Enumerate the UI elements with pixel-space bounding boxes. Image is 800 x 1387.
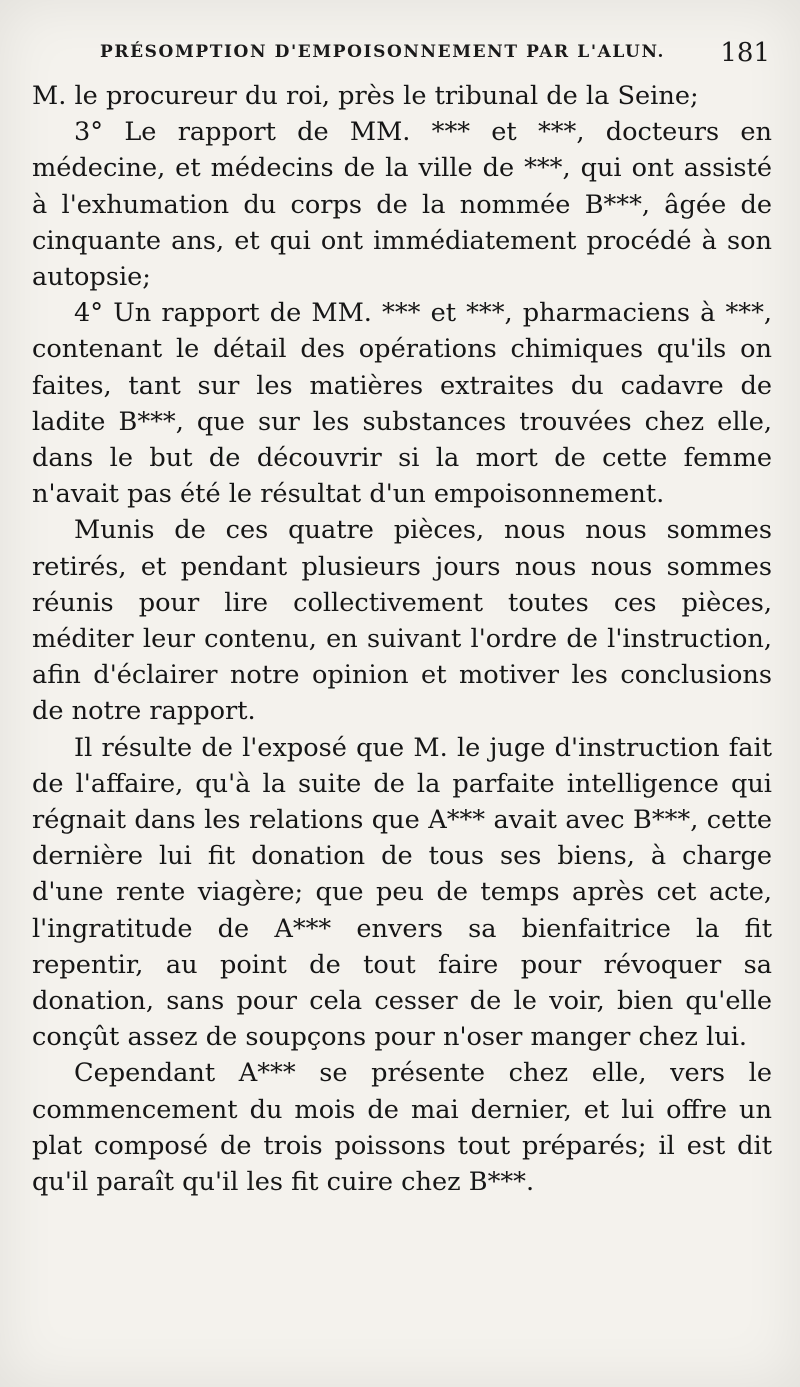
paragraph: Munis de ces quatre pièces, nous nous sommes retirés, et pendant plusieurs jours nous nous sommes réunis pour lire collectivement toutes ces pièces, méditer leur contenu, en suivant l'ordre de l'instruction, afin d'éclairer notre opinion et motiver les conclusions de notre rapport.: [32, 515, 772, 727]
running-head: PRÉSOMPTION D'EMPOISONNEMENT PAR L'ALUN.: [100, 42, 666, 62]
page-number: 181: [720, 38, 770, 68]
paragraph: Il résulte de l'exposé que M. le juge d'instruction fait de l'affaire, qu'à la suite de la parfaite intelligence qui régnait dans les relations que A*** avait avec B***, cette dernière lui fit donation de tous ses biens, à charge d'une rente viagère; que peu de temps après cet acte, l'ingratitude de A*** envers sa bienfaitrice la fit repentir, au point de tout faire pour révoquer sa donation, sans pour cela cesser de le voir, bien qu'elle conçût assez de soupçons pour n'oser manger chez lui.: [32, 732, 772, 1053]
paragraph-item-3: 3° Le rapport de MM. *** et ***, docteurs en médecine, et médecins de la ville de ***, qui ont assisté à l'exhumation du corps de la nommée B***, âgée de cinquante ans, et qui ont immédiatement procédé à son autopsie;: [32, 117, 772, 293]
paragraph: Cependant A*** se présente chez elle, vers le commencement du mois de mai dernier, et lui offre un plat composé de trois poissons tout préparés; il est dit qu'il paraît qu'il les fit cuire chez B***.: [32, 1058, 772, 1198]
paragraph-item-4: 4° Un rapport de MM. *** et ***, pharmaciens à ***, contenant le détail des opérations chimiques qu'ils on faites, tant sur les matières extraites du cadavre de ladite B***, que sur les substances trouvées chez elle, dans le but de découvrir si la mort de cette femme n'avait pas été le résultat d'un empoisonnement.: [32, 298, 772, 510]
body-text: [32, 78, 772, 1200]
paragraph-continuation: M. le procureur du roi, près le tribunal de la Seine;: [32, 81, 699, 111]
page-header: [100, 38, 770, 78]
